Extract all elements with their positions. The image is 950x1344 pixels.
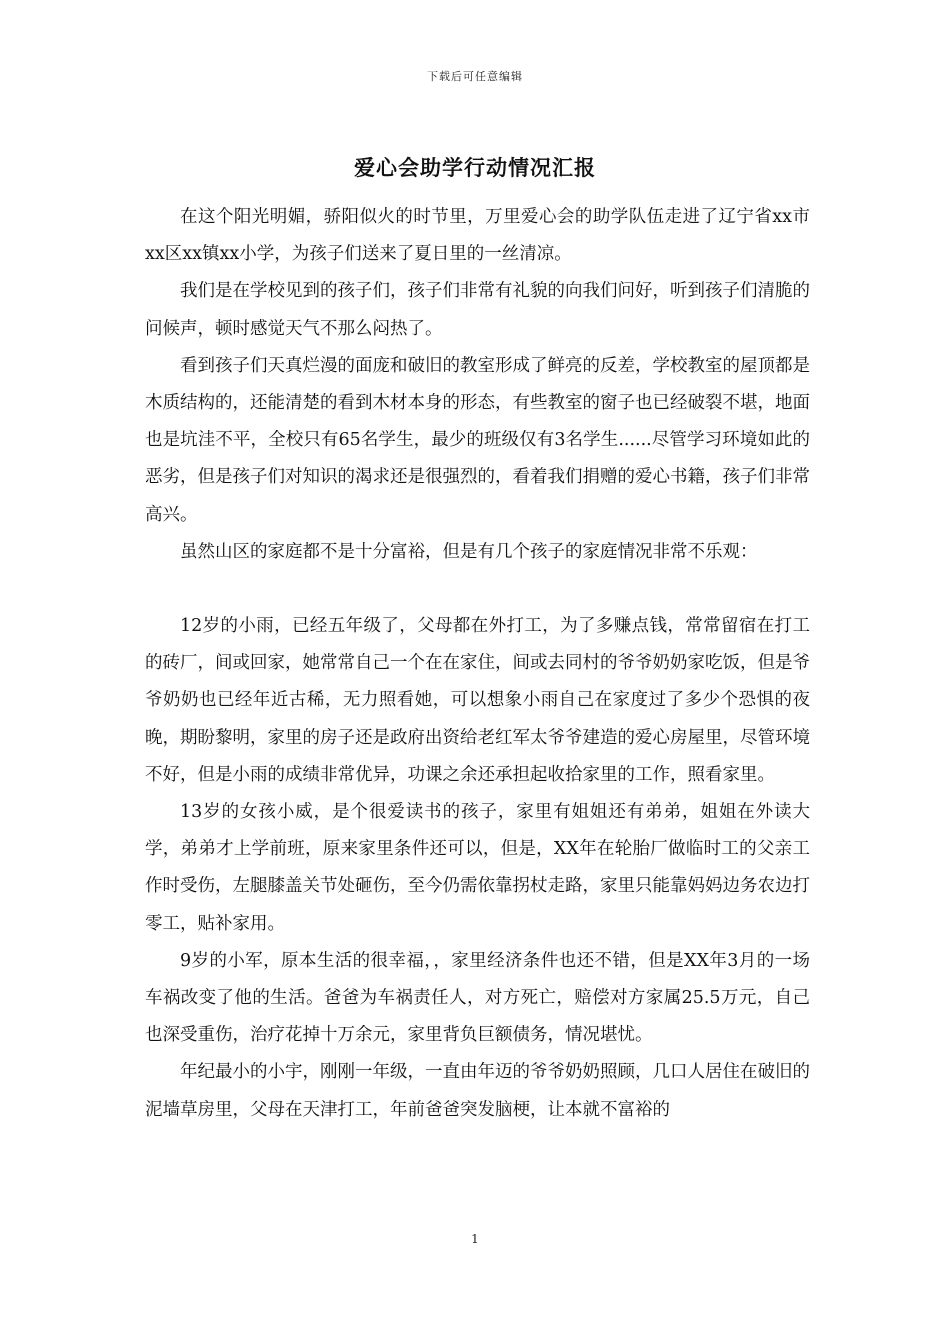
paragraph-families-intro: 虽然山区的家庭都不是十分富裕，但是有几个孩子的家庭情况非常不乐观： xyxy=(180,541,758,562)
paragraph-intro: 在这个阳光明媚，骄阳似火的时节里，万里爱心会的助学队伍走进了辽宁省xx市xx区xx镇xx小学，为孩子们送来了夏日里的一丝清凉。 xyxy=(145,207,810,265)
document-title: 爱心会助学行动情况汇报 xyxy=(354,155,596,180)
paragraph-xiaoyu: 12岁的小雨，已经五年级了，父母都在外打工，为了多赚点钱，常常留宿在打工的砖厂，间或回家，她常常自己一个在在家住，间或去同村的爷爷奶奶家吃饭，但是爷爷奶奶也已经年近古稀，无力照看她，可以想象小雨自己在家度过了多少个恐惧的夜晚，期盼黎明，家里的房子还是政府出资给老红军太爷爷建造的爱心房屋里，尽管环境不好，但是小雨的成绩非常优异，功课之余还承担起收拾家里的工作，照看家里。 xyxy=(145,616,810,785)
page-number: 1 xyxy=(471,1232,479,1246)
paragraph-school-conditions: 看到孩子们天真烂漫的面庞和破旧的教室形成了鲜亮的反差，学校教室的屋顶都是木质结构的，还能清楚的看到木材本身的形态，有些教室的窗子也已经破裂不堪，地面也是坑洼不平，全校只有65名学生，最少的班级仅有3名学生......尽管学习环境如此的恶劣，但是孩子们对知识的渴求还是很强烈的，看着我们捐赠的爱心书籍，孩子们非常高兴。 xyxy=(145,355,810,525)
paragraph-xiaoyu-youngest: 年纪最小的小宇，刚刚一年级，一直由年迈的爷爷奶奶照顾，几口人居住在破旧的泥墙草房里，父母在天津打工，年前爸爸突发脑梗，让本就不富裕的 xyxy=(145,1062,810,1120)
document-body xyxy=(145,199,810,1129)
header-note: 下载后可任意编辑 xyxy=(427,70,523,83)
blank-line xyxy=(145,571,810,608)
paragraph-xiaowei: 13岁的女孩小威，是个很爱读书的孩子，家里有姐姐还有弟弟，姐姐在外读大学，弟弟才上学前班，原来家里条件还可以，但是，XX年在轮胎厂做临时工的父亲工作时受伤，左腿膝盖关节处砸伤，至今仍需依靠拐杖走路，家里只能靠妈妈边务农边打零工，贴补家用。 xyxy=(145,802,810,934)
paragraph-greeting: 我们是在学校见到的孩子们，孩子们非常有礼貌的向我们问好，听到孩子们清脆的问候声，顿时感觉天气不那么闷热了。 xyxy=(145,281,810,339)
paragraph-xiaojun: 9岁的小军，原本生活的很幸福，，家里经济条件也还不错，但是XX年3月的一场车祸改变了他的生活。爸爸为车祸责任人，对方死亡，赔偿对方家属25.5万元，自己也深受重伤，治疗花掉十万余元，家里背负巨额债务，情况堪忧。 xyxy=(145,950,810,1046)
